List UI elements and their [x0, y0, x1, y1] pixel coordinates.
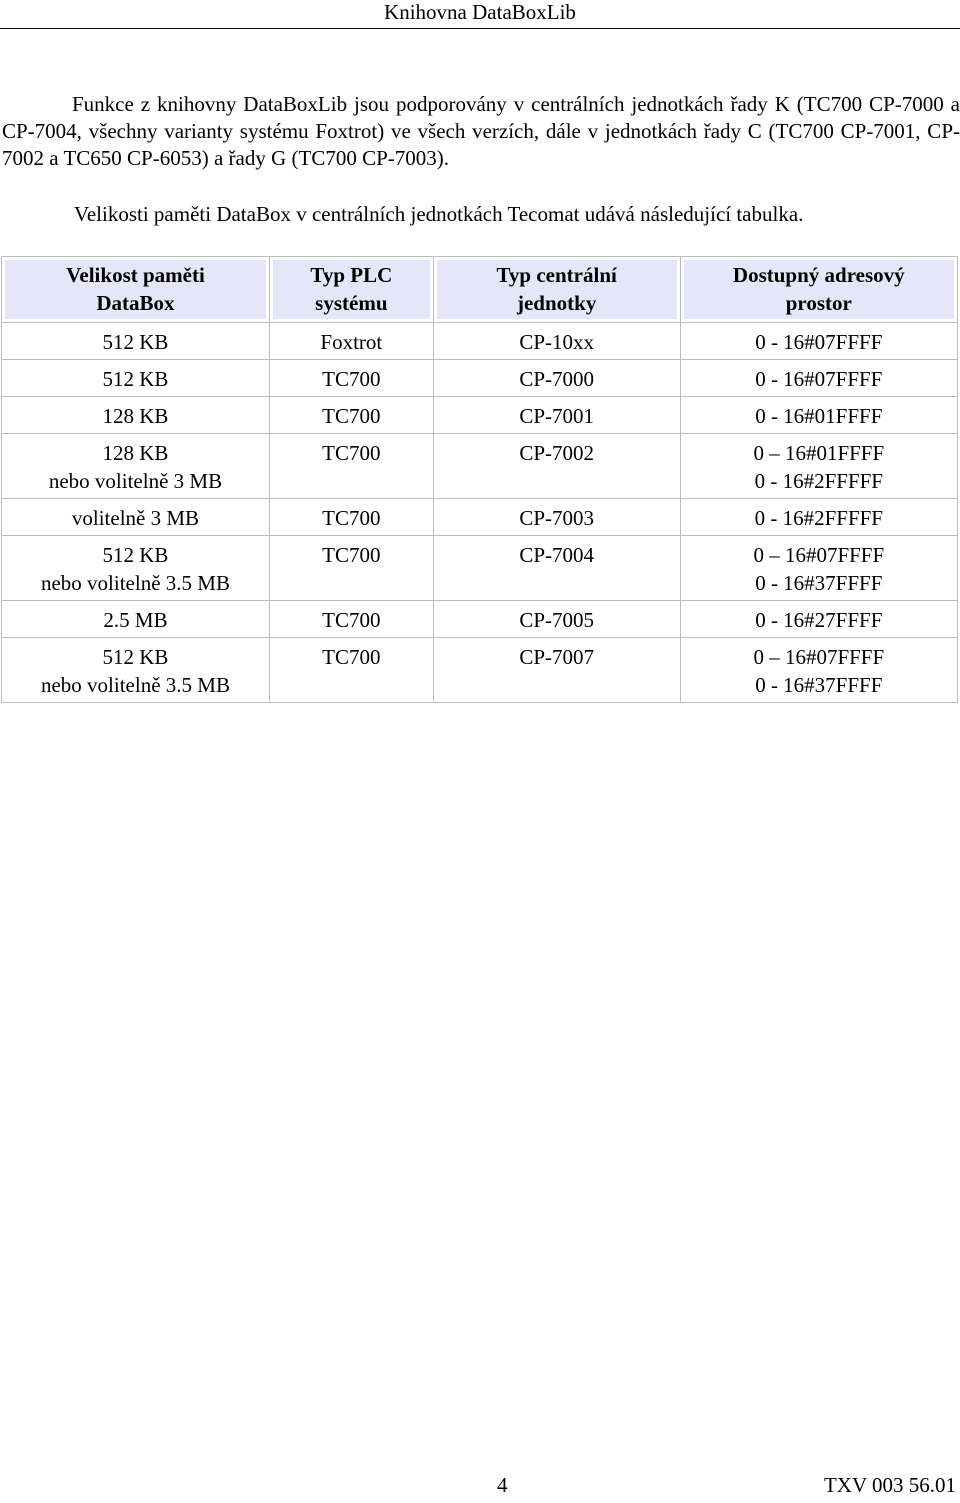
- cell-text: CP-10xx: [519, 330, 594, 354]
- cell-text: 0 – 16#07FFFF: [753, 543, 885, 567]
- cell-plc-type: [269, 499, 433, 536]
- cell-text: volitelně 3 MB: [71, 506, 200, 530]
- cell-text: 0 - 16#2FFFFF: [754, 506, 883, 530]
- cell-memory-size: [2, 638, 270, 703]
- cell-memory-size: [2, 601, 270, 638]
- header-line: prostor: [785, 291, 852, 315]
- table-intro-paragraph: Velikosti paměti DataBox v centrálních jednotkách Tecomat udává následující tabulka.: [74, 202, 804, 226]
- cell-text: 2.5 MB: [103, 608, 168, 632]
- cell-text: TC700: [322, 506, 381, 530]
- cell-cpu-type: [433, 536, 680, 601]
- cell-plc-type: [269, 536, 433, 601]
- column-header-address-space: [680, 257, 957, 323]
- memory-size-table: [1, 256, 958, 703]
- cell-text: TC700: [322, 608, 381, 632]
- cell-text: nebo volitelně 3 MB: [48, 469, 223, 493]
- cell-cpu-type: [433, 434, 680, 499]
- cell-text: CP-7002: [519, 441, 594, 465]
- cell-cpu-type: [433, 499, 680, 536]
- cell-text: 512 KB: [102, 330, 169, 354]
- cell-address-space: [680, 601, 957, 638]
- cell-text: 0 - 16#37FFFF: [755, 571, 883, 595]
- cell-memory-size: [2, 360, 270, 397]
- table-header: [2, 257, 958, 323]
- cell-plc-type: [269, 601, 433, 638]
- cell-text: CP-7004: [519, 543, 594, 567]
- cell-text: TC700: [322, 441, 381, 465]
- cell-text: 0 - 16#01FFFF: [755, 404, 883, 428]
- table-row: [2, 499, 958, 536]
- cell-text: 0 - 16#07FFFF: [755, 367, 883, 391]
- cell-cpu-type: [433, 601, 680, 638]
- table-body: [2, 323, 958, 703]
- table-row: [2, 601, 958, 638]
- cell-address-space: [680, 536, 957, 601]
- header-line: Dostupný adresový: [732, 263, 905, 287]
- cell-text: nebo volitelně 3.5 MB: [40, 673, 230, 697]
- cell-memory-size: [2, 499, 270, 536]
- cell-memory-size: [2, 536, 270, 601]
- column-header-memory-size: [2, 257, 270, 323]
- cell-plc-type: [269, 397, 433, 434]
- header-line: jednotky: [516, 291, 597, 315]
- cell-text: CP-7001: [519, 404, 594, 428]
- intro-paragraph: Funkce z knihovny DataBoxLib jsou podporovány v centrálních jednotkách řady K (TC700 CP-7000 a CP-7004, všechny varianty systému Foxtrot) ve všech verzích, dále v jednotkách řady C (TC700 CP-7001, CP-7002 a TC650 CP-6053) a řady G (TC700 CP-7003).: [2, 92, 960, 170]
- page-number: 4: [497, 1473, 508, 1497]
- cell-text: 0 - 16#37FFFF: [755, 673, 883, 697]
- cell-text: CP-7000: [519, 367, 594, 391]
- header-line: systému: [315, 291, 388, 315]
- table-header-row: [2, 257, 958, 323]
- cell-address-space: [680, 360, 957, 397]
- cell-cpu-type: [433, 360, 680, 397]
- table-row: [2, 434, 958, 499]
- cell-text: 512 KB: [102, 367, 169, 391]
- table-row: [2, 397, 958, 434]
- cell-text: TC700: [322, 404, 381, 428]
- cell-text: 0 - 16#27FFFF: [755, 608, 883, 632]
- cell-plc-type: [269, 323, 433, 360]
- document-id: TXV 003 56.01: [823, 1473, 956, 1497]
- cell-text: 512 KB: [102, 543, 169, 567]
- cell-text: CP-7005: [519, 608, 594, 632]
- cell-text: 0 - 16#07FFFF: [755, 330, 883, 354]
- cell-memory-size: [2, 434, 270, 499]
- cell-text: CP-7007: [519, 645, 594, 669]
- cell-cpu-type: [433, 397, 680, 434]
- cell-cpu-type: [433, 638, 680, 703]
- cell-text: 128 KB: [102, 404, 169, 428]
- cell-text: 0 – 16#07FFFF: [753, 645, 885, 669]
- cell-memory-size: [2, 397, 270, 434]
- cell-text: TC700: [322, 645, 381, 669]
- cell-text: TC700: [322, 367, 381, 391]
- column-header-cpu-type: [433, 257, 680, 323]
- cell-plc-type: [269, 638, 433, 703]
- cell-text: Foxtrot: [320, 330, 383, 354]
- header-divider: [0, 28, 960, 29]
- cell-memory-size: [2, 323, 270, 360]
- header-line: Typ PLC: [310, 263, 393, 287]
- cell-text: CP-7003: [519, 506, 594, 530]
- cell-cpu-type: [433, 323, 680, 360]
- table-row: [2, 638, 958, 703]
- cell-plc-type: [269, 434, 433, 499]
- table-row: [2, 536, 958, 601]
- cell-address-space: [680, 323, 957, 360]
- cell-address-space: [680, 638, 957, 703]
- cell-text: nebo volitelně 3.5 MB: [40, 571, 230, 595]
- cell-text: 128 KB: [102, 441, 169, 465]
- header-line: Velikost paměti: [66, 263, 205, 287]
- column-header-plc-type: [269, 257, 433, 323]
- cell-plc-type: [269, 360, 433, 397]
- cell-text: 0 – 16#01FFFF: [753, 441, 885, 465]
- table-row: [2, 323, 958, 360]
- header-line: DataBox: [96, 291, 175, 315]
- cell-address-space: [680, 397, 957, 434]
- table-row: [2, 360, 958, 397]
- cell-text: 0 - 16#2FFFFF: [754, 469, 883, 493]
- page-header-title: Knihovna DataBoxLib: [384, 0, 576, 24]
- cell-address-space: [680, 499, 957, 536]
- cell-text: 512 KB: [102, 645, 169, 669]
- header-line: Typ centrální: [496, 263, 617, 287]
- cell-address-space: [680, 434, 957, 499]
- cell-text: TC700: [322, 543, 381, 567]
